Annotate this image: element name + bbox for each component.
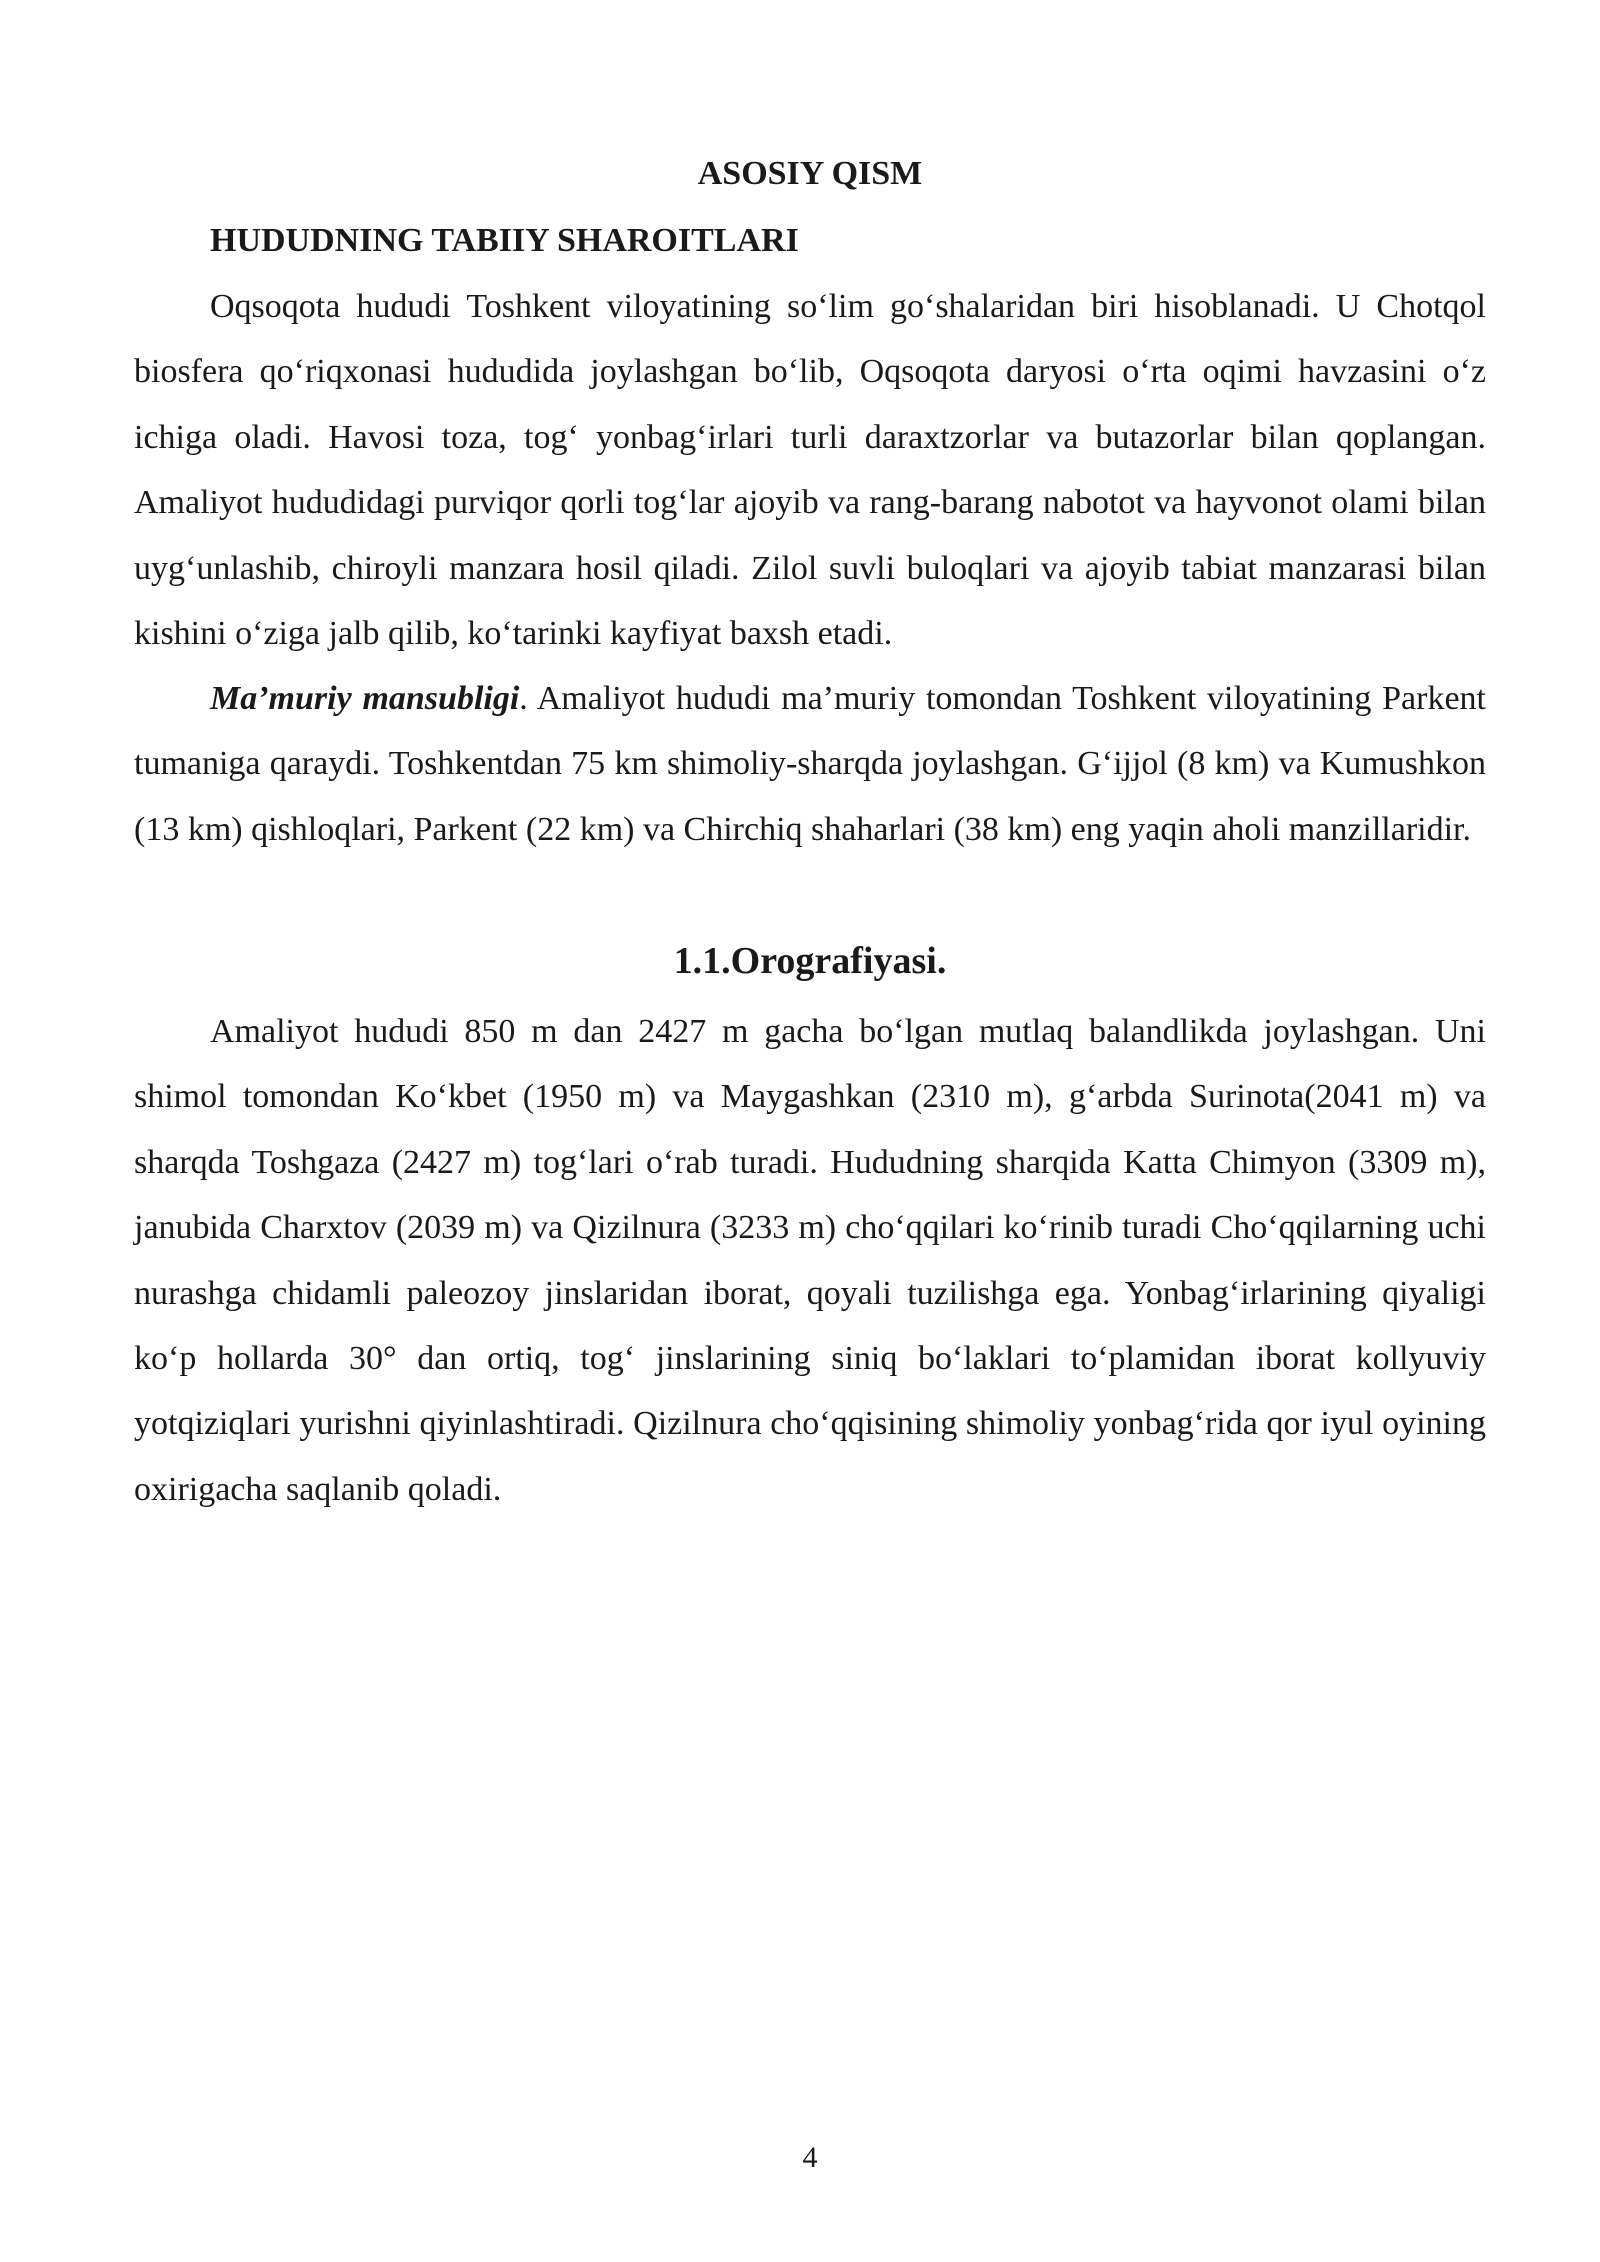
paragraph-orography: Amaliyot hududi 850 m dan 2427 m gacha bo‘lgan mutlaq balandlikda joylashgan. Uni shimol tomondan Ko‘kbet (1950 m) va Maygashkan (2310 m), g‘arbda Surinota(2041 m) va sharqda Toshgaza (2427 m) tog‘lari o‘rab turadi. Hududning sharqida Katta Chimyon (3309 m), janubida Charxtov (2039 m) va Qizilnura (3233 m) cho‘qqilari ko‘rinib turadi Cho‘qqilarning uchi nurashga chidamli paleozoy jinslaridan iborat, qoyali tuzilishga ega. Yonbag‘irlarining qiyaligi ko‘p hollarda 30° dan ortiq, tog‘ jinslarining siniq bo‘laklari to‘plamidan iborat kollyuviy yotqiziqlari yurishni qiyinlashtiradi. Qizilnura cho‘qqisining shimoliy yonbag‘rida qor iyul oyining oxirigacha saqlanib qoladi.: [134, 1013, 1486, 1508]
document-page: [134, 0, 1486, 2262]
paragraph-intro: Oqsoqota hududi Toshkent viloyatining so‘lim go‘shalaridan biri hisoblanadi. U Chotqol biosfera qo‘riqxonasi hududida joylashgan bo‘lib, Oqsoqota daryosi o‘rta oqimi havzasini o‘z ichiga oladi. Havosi toza, tog‘ yonbag‘irlari turli daraxtzorlar va butazorlar bilan qoplangan. Amaliyot hududidagi purviqor qorli tog‘lar ajoyib va rang-barang nabotot va hayvonot olami bilan uyg‘unlashib, chiroyli manzara hosil qiladi. Zilol suvli buloqlari va ajoyib tabiat manzarasi bilan kishini o‘ziga jalb qilib, ko‘tarinki kayfiyat baxsh etadi.: [134, 288, 1486, 653]
administrative-term: Ma’muriy mansubligi: [210, 680, 520, 717]
main-title: ASOSIY QISM: [697, 155, 923, 192]
page-number: 4: [802, 2141, 818, 2174]
paragraph-administrative: [134, 666, 1486, 862]
administrative-text: . Amaliyot hududi ma’muriy tomondan Toshkent viloyatining Parkent tumaniga qaraydi. Toshkentdan 75 km shimoliy-sharqda joylashgan. G‘ijjol (8 km) va Kumushkon (13 km) qishloqlari, Parkent (22 km) va Chirchiq shaharlari (38 km) eng yaqin aholi manzillaridir.: [134, 680, 1486, 848]
section-title: HUDUDNING TABIIY SHAROITLARI: [210, 222, 799, 259]
orography-heading: 1.1.Orografiyasi.: [673, 940, 947, 982]
